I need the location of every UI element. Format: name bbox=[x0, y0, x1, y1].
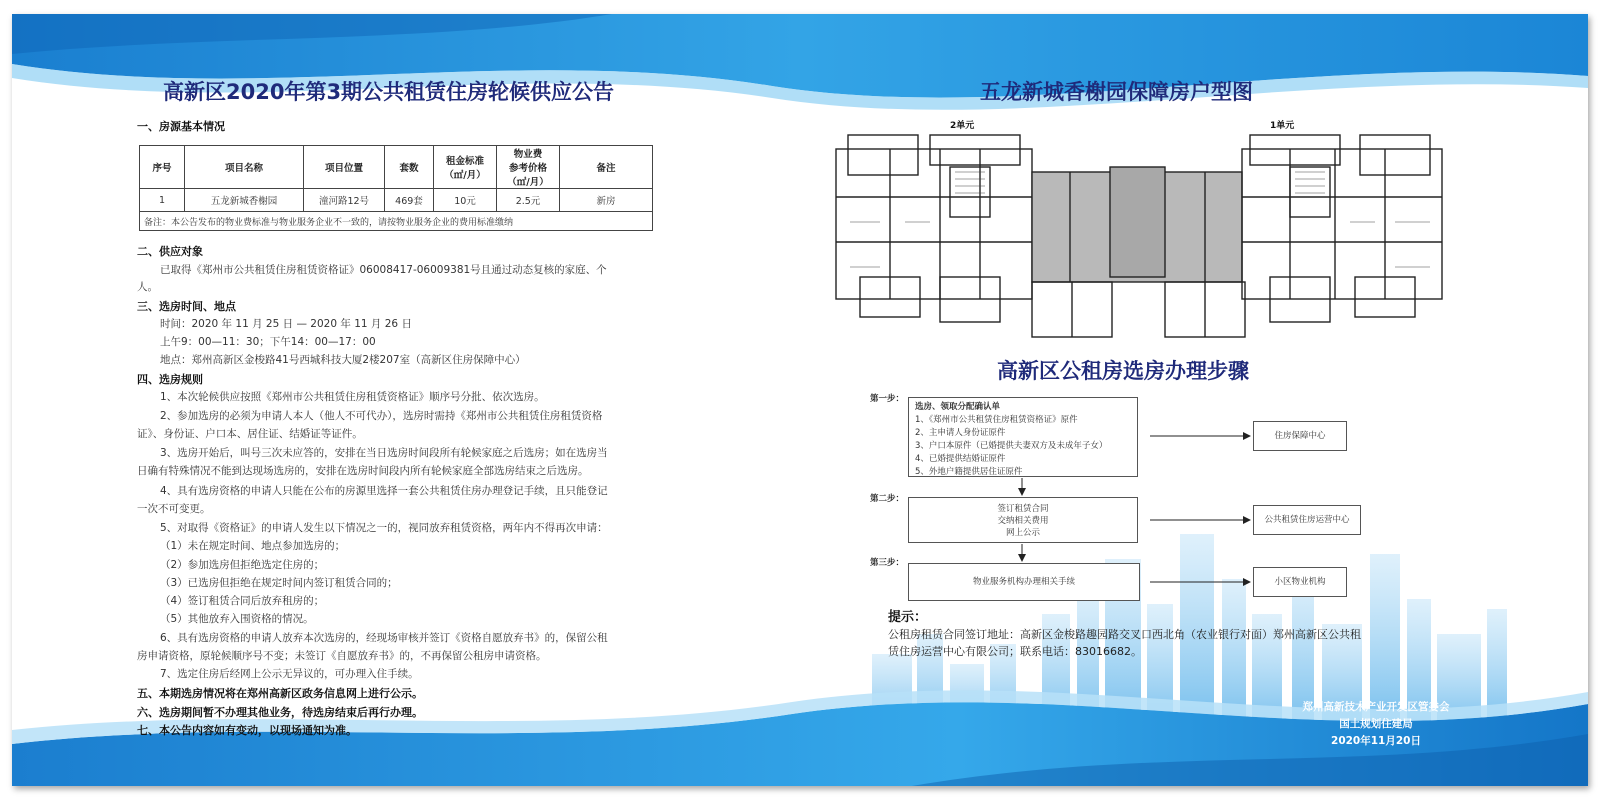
step-1-box bbox=[908, 397, 1138, 477]
rule-text: 日确有特殊情况不能到达现场选房的，安排在选房时间段内所有轮候家庭全部选房结束之后选房。 bbox=[137, 465, 589, 477]
notice-title: 高新区2020年第3期公共租赁住房轮候供应公告 bbox=[163, 80, 615, 104]
select-hours: 上午9：00—11：30；下午14：00—17：00 bbox=[160, 336, 376, 348]
unit-1-label: 1单元 bbox=[1270, 121, 1295, 131]
rule-text: 3、选房开始后，叫号三次未应答的，安排在当日选房时间段所有轮候家庭之后选房；如在选房当 bbox=[160, 447, 608, 459]
table-header: 序号 bbox=[140, 146, 185, 189]
rule-text: 6、具有选房资格的申请人放弃本次选房的，经现场审核并签订《资格自愿放弃书》的，保留公租 bbox=[160, 632, 608, 644]
rule-sub-item: （5）其他放弃入围资格的情况。 bbox=[160, 613, 314, 625]
list-item: 签订租赁合同 bbox=[997, 504, 1049, 514]
list-item: 网上公示 bbox=[1005, 528, 1040, 538]
list-item: 交纳相关费用 bbox=[997, 516, 1049, 526]
section-5-heading: 五、本期选房情况将在郑州高新区政务信息网上进行公示。 bbox=[137, 687, 423, 700]
issuer-name: 郑州高新技术产业开发区管委会 bbox=[1302, 701, 1450, 713]
rule-text: 1、本次轮候供应按照《郑州市公共租赁住房租赁资格证》顺序号分批、依次选房。 bbox=[160, 391, 545, 403]
rule-text: 2、参加选房的必须为申请人本人（他人不可代办），选房时需持《郑州市公共租赁住房租赁资格 bbox=[160, 410, 603, 422]
step-3-box: 物业服务机构办理相关手续 bbox=[908, 563, 1140, 601]
floorplan-title: 五龙新城香榭园保障房户型图 bbox=[980, 80, 1253, 104]
notice-poster bbox=[12, 14, 1588, 786]
step-1-box-title: 选房、领取分配确认单 bbox=[915, 402, 1001, 412]
table-header: 项目位置 bbox=[304, 146, 385, 189]
table-header: 项目名称 bbox=[185, 146, 304, 189]
section-1-heading: 一、房源基本情况 bbox=[137, 120, 225, 133]
floor-plan-drawing bbox=[830, 127, 1450, 340]
rule-sub-item: （2）参加选房但拒绝选定住房的； bbox=[160, 559, 325, 571]
list-item: 3、户口本原件（已婚提供夫妻双方及未成年子女） bbox=[915, 441, 1108, 451]
section-7-heading: 七、本公告内容如有变动，以现场通知为准。 bbox=[137, 724, 357, 737]
dest-property-agency: 小区物业机构 bbox=[1253, 567, 1347, 597]
dest-operation-center: 公共租赁住房运营中心 bbox=[1253, 505, 1361, 535]
table-cell: 潼河路12号 bbox=[304, 189, 385, 212]
table-cell: 五龙新城香榭园 bbox=[185, 189, 304, 212]
list-item: 5、外地户籍提供居住证原件 bbox=[915, 467, 1023, 477]
housing-table bbox=[139, 145, 653, 231]
rule-text: 一次不可变更。 bbox=[137, 503, 211, 515]
table-cell: 2.5元 bbox=[497, 189, 560, 212]
tip-heading: 提示： bbox=[888, 610, 928, 625]
table-header: 备注 bbox=[560, 146, 653, 189]
dest-housing-center: 住房保障中心 bbox=[1253, 421, 1347, 451]
rule-sub-item: （1）未在规定时间、地点参加选房的； bbox=[160, 540, 346, 552]
list-item: 4、已婚提供结婚证原件 bbox=[915, 454, 1006, 464]
step-2-box bbox=[908, 497, 1138, 543]
select-time: 时间：2020 年 11 月 25 日 — 2020 年 11 月 26 日 bbox=[160, 318, 412, 330]
list-item: 1、《郑州市公共租赁住房租赁资格证》原件 bbox=[915, 415, 1078, 425]
issuer-bureau: 国土规划住建局 bbox=[1339, 718, 1413, 730]
rule-text: 证》、身份证、户口本、居住证、结婚证等证件。 bbox=[137, 428, 363, 440]
rule-text: 5、对取得《资格证》的申请人发生以下情况之一的，视同放弃租赁资格，两年内不得再次申请： bbox=[160, 522, 608, 534]
rule-sub-item: （4）签订租赁合同后放弃租房的； bbox=[160, 595, 325, 607]
tip-phone: 赁住房运营中心有限公司；联系电话：83016682。 bbox=[888, 645, 1142, 658]
table-note-row bbox=[140, 212, 653, 231]
steps-title: 高新区公租房选房办理步骤 bbox=[997, 359, 1249, 383]
section-4-heading: 四、选房规则 bbox=[137, 373, 203, 386]
section-6-heading: 六、选房期间暂不办理其他业务，待选房结束后再行办理。 bbox=[137, 706, 423, 719]
section-2-heading: 二、供应对象 bbox=[137, 245, 203, 258]
select-location: 地点：郑州高新区金梭路41号西城科技大厦2楼207室（高新区住房保障中心） bbox=[160, 354, 526, 366]
table-note: 备注：本公告发布的物业费标准与物业服务企业不一致的，请按物业服务企业的费用标准缴纳 bbox=[140, 212, 653, 231]
table-cell: 新房 bbox=[560, 189, 653, 212]
table-header: 租金标准 （㎡/月） bbox=[434, 146, 497, 189]
step-2-label: 第二步： bbox=[870, 494, 905, 504]
section-3-heading: 三、选房时间、地点 bbox=[137, 300, 236, 313]
list-item: 2、主申请人身份证原件 bbox=[915, 428, 1006, 438]
step-3-label: 第三步： bbox=[870, 558, 905, 568]
table-row bbox=[140, 189, 653, 212]
table-header: 物业费 参考价格 （㎡/月） bbox=[497, 146, 560, 189]
section-2-text: 人。 bbox=[137, 281, 158, 293]
table-header: 套数 bbox=[385, 146, 434, 189]
rule-text: 7、选定住房后经网上公示无异议的，可办理入住手续。 bbox=[160, 668, 419, 680]
tip-address: 公租房租赁合同签订地址：高新区金梭路趣园路交叉口西北角（农业银行对面）郑州高新区公共租 bbox=[888, 628, 1361, 641]
step-1-label: 第一步： bbox=[870, 394, 905, 404]
table-cell: 469套 bbox=[385, 189, 434, 212]
table-cell: 10元 bbox=[434, 189, 497, 212]
section-2-text: 已取得《郑州市公共租赁住房租赁资格证》06008417-06009381号且通过动态复核的家庭、个 bbox=[160, 264, 607, 276]
rule-text: 房申请资格，原轮候顺序号不变；未签订《自愿放弃书》的，不再保留公租房申请资格。 bbox=[137, 650, 547, 662]
table-header-row bbox=[140, 146, 653, 189]
rule-sub-item: （3）已选房但拒绝在规定时间内签订租赁合同的； bbox=[160, 577, 398, 589]
rule-text: 4、具有选房资格的申请人只能在公布的房源里选择一套公共租赁住房办理登记手续，且只能登记 bbox=[160, 485, 608, 497]
issue-date: 2020年11月20日 bbox=[1331, 735, 1421, 747]
table-cell: 1 bbox=[140, 189, 185, 212]
unit-2-label: 2单元 bbox=[950, 121, 975, 131]
